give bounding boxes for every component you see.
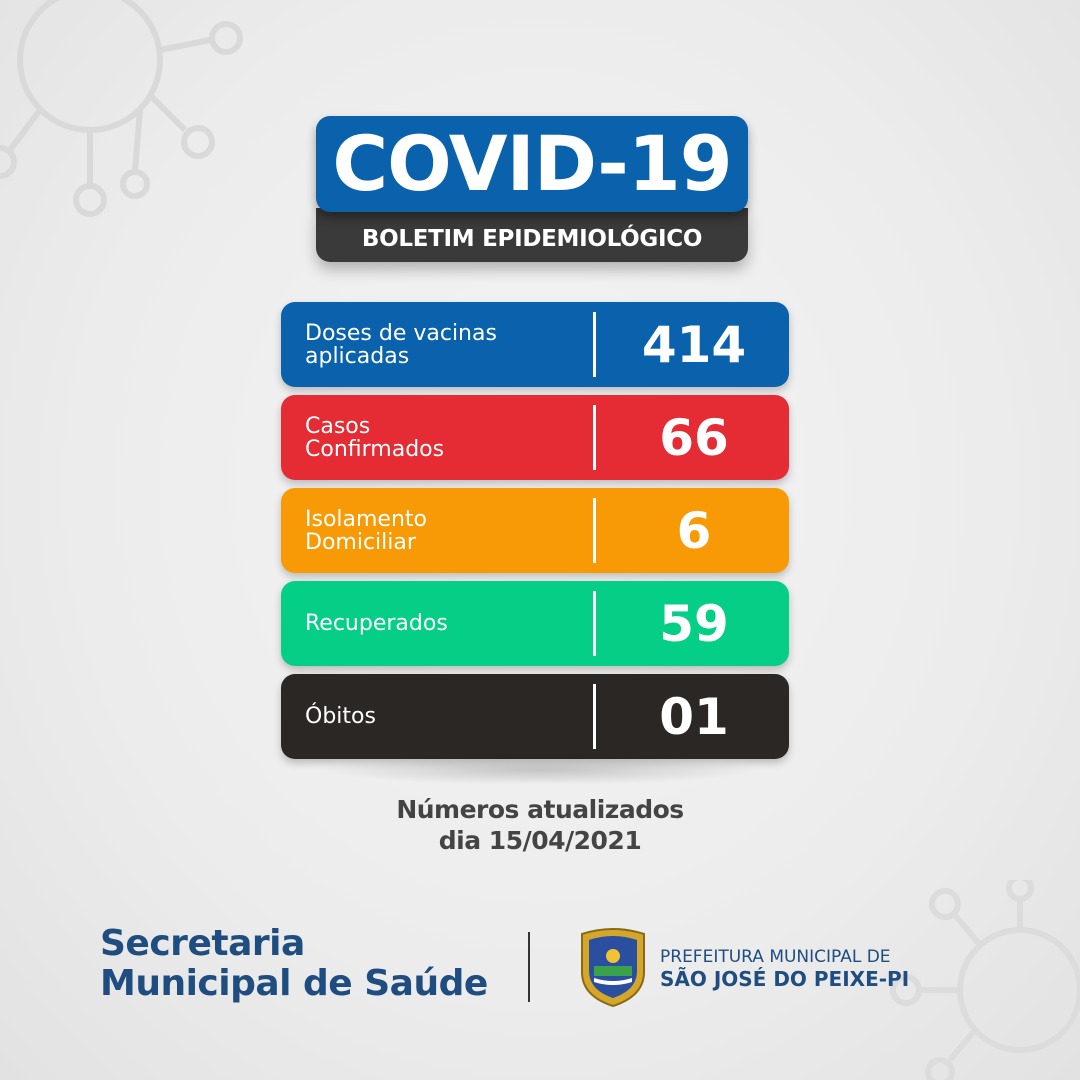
stat-value: 59	[659, 594, 729, 653]
title-banner	[316, 116, 748, 212]
stat-row-doses	[281, 302, 789, 387]
subtitle-banner	[316, 208, 748, 262]
footer-divider	[528, 932, 530, 1002]
stat-value: 66	[659, 408, 729, 467]
stat-label: Recuperados	[305, 611, 448, 636]
stat-label: Doses de vacinas aplicadas	[305, 320, 497, 369]
stat-divider	[593, 405, 596, 470]
stat-value: 414	[641, 315, 747, 374]
stats-shadow	[320, 755, 760, 785]
update-note	[340, 794, 740, 856]
stat-label: Óbitos	[305, 704, 376, 729]
stat-row-isolation	[281, 488, 789, 573]
update-date: dia 15/04/2021	[438, 826, 642, 855]
prefeitura-logo-text	[660, 947, 909, 991]
secretaria-logo-text	[100, 924, 488, 1004]
stat-row-confirmed	[281, 395, 789, 480]
prefeitura-line1: PREFEITURA MUNICIPAL DE	[660, 947, 891, 967]
update-line1: Números atualizados	[396, 795, 684, 824]
stat-divider	[593, 591, 596, 656]
secretaria-line2: Municipal de Saúde	[100, 963, 488, 1004]
prefeitura-line2: SÃO JOSÉ DO PEIXE-PI	[660, 967, 910, 991]
stat-value: 01	[659, 687, 729, 746]
stat-divider	[593, 684, 596, 749]
subtitle: BOLETIM EPIDEMIOLÓGICO	[361, 226, 703, 252]
header-banner	[316, 116, 748, 262]
stat-label: Isolamento Domiciliar	[305, 506, 427, 555]
page-title: COVID-19	[332, 119, 732, 208]
stats-list	[281, 302, 789, 767]
stat-row-recovered	[281, 581, 789, 666]
stat-label: Casos Confirmados	[305, 413, 445, 462]
stat-row-deaths	[281, 674, 789, 759]
secretaria-line1: Secretaria	[100, 923, 305, 964]
crest-icon	[576, 926, 650, 1008]
stat-value: 6	[676, 501, 712, 560]
virus-icon	[0, 0, 260, 230]
stat-divider	[593, 498, 596, 563]
stat-divider	[593, 312, 596, 377]
